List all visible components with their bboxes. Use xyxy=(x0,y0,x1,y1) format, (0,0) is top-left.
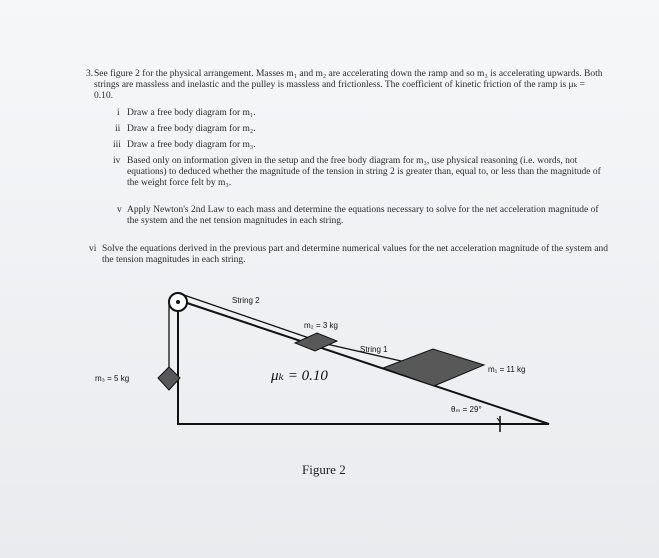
pulley-axle xyxy=(176,300,180,304)
m3-label: m₃ = 5 kg xyxy=(95,374,130,383)
part-v-text: Apply Newton's 2nd Law to each mass and determine the equations necessary to solve for the net acceleration magnitude of the system and the net tension magnitudes in each string. xyxy=(127,205,599,226)
part-iv-text: Based only on information given in the setup and the free body diagram for m₃, use physical reasoning (i.e. words, not equations) to deduced whether the magnitude of the tension in string 2 is greater than, equal to, or less than the magnitude of the weight force felt by m₃. xyxy=(127,156,601,188)
part-vi-marker: vi xyxy=(89,244,97,254)
part-iii-text: Draw a free body diagram for m₃. xyxy=(127,140,256,150)
part-ii-marker: ii xyxy=(115,124,121,134)
m2-label: m₂ = 3 kg xyxy=(304,321,339,330)
part-ii-text: Draw a free body diagram for m₂. xyxy=(127,124,256,134)
part-i-text: Draw a free body diagram for m₁. xyxy=(127,108,256,118)
ramp xyxy=(178,300,549,424)
part-i-marker: i xyxy=(117,108,120,118)
part-iv-marker: iv xyxy=(113,156,121,166)
part-v-marker: v xyxy=(117,205,122,215)
friction-coefficient-label: μₖ = 0.10 xyxy=(271,368,328,384)
angle-label: θₘ = 29° xyxy=(451,405,482,414)
m1-label: m₁ = 11 kg xyxy=(488,365,526,374)
mass-m1 xyxy=(383,349,484,386)
string-1-label: String 1 xyxy=(360,345,388,354)
figure-caption: Figure 2 xyxy=(302,462,346,477)
mass-m3 xyxy=(158,367,180,390)
problem-intro: See figure 2 for the physical arrangement. Masses m₁ and m₂ are accelerating down the ramp and so m₃ is accelerating upwards. Both strings are massless and inelastic and the pulley is massless and frictionless. The coefficient of kinetic friction of the ramp is μₖ = 0.10. xyxy=(94,69,603,101)
string-2-label: String 2 xyxy=(232,296,260,305)
part-iii-marker: iii xyxy=(113,140,121,150)
problem-number: 3. xyxy=(86,69,94,79)
part-vi-text: Solve the equations derived in the previous part and determine numerical values for the net acceleration magnitude of the system and the tension magnitudes in each string. xyxy=(102,244,608,265)
